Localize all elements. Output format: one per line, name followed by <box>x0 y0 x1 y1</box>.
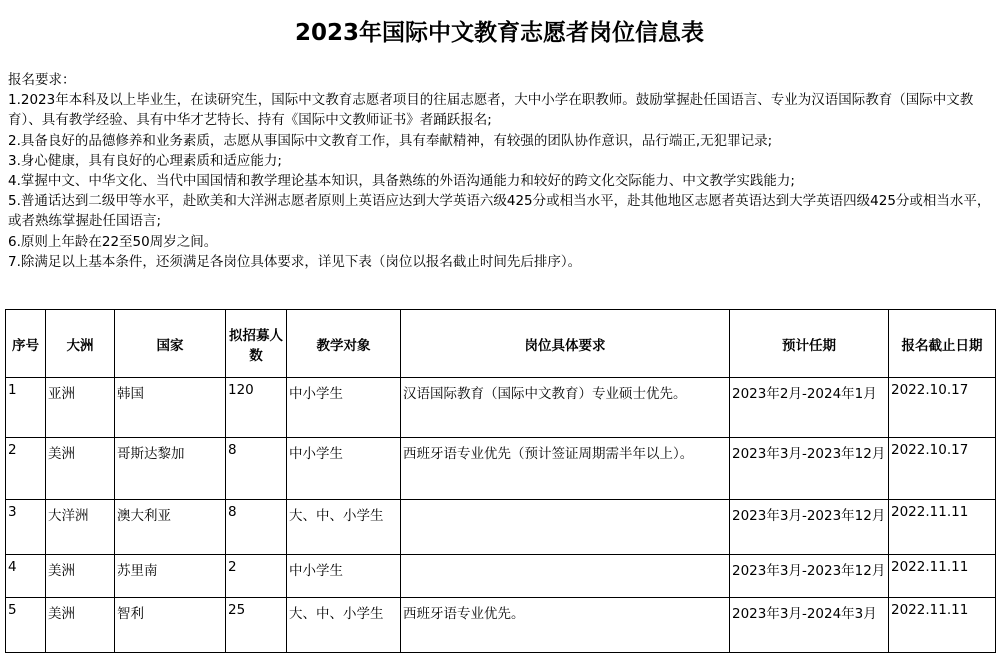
table-row <box>6 378 996 438</box>
cell-term: 2023年3月-2024年3月 <box>730 598 889 653</box>
cell-country: 苏里南 <box>115 555 226 598</box>
cell-requirement: 西班牙语专业优先（预计签证周期需半年以上）。 <box>401 438 730 500</box>
cell-deadline: 2022.11.11 <box>889 500 996 555</box>
requirement-item-4: 4.掌握中文、中华文化、当代中国国情和教学理论基本知识，具备熟练的外语沟通能力和较好的跨文化交际能力、中文教学实践能力; <box>8 173 795 190</box>
table-row <box>6 500 996 555</box>
cell-quota: 120 <box>226 378 287 438</box>
requirement-item-3: 3.身心健康，具有良好的心理素质和适应能力; <box>8 152 282 169</box>
cell-continent: 亚洲 <box>46 378 115 438</box>
header-quota: 拟招募人数 <box>226 310 287 378</box>
header-continent: 大洲 <box>46 310 115 378</box>
requirement-item-2: 2.具备良好的品德修养和业务素质，志愿从事国际中文教育工作，具有奉献精神，有较强的团队协作意识，品行端正,无犯罪记录; <box>8 132 773 149</box>
cell-target: 中小学生 <box>287 378 401 438</box>
header-term: 预计任期 <box>730 310 889 378</box>
positions-table <box>5 309 996 653</box>
cell-quota: 8 <box>226 500 287 555</box>
cell-country: 澳大利亚 <box>115 500 226 555</box>
requirement-item-1: 1.2023年本科及以上毕业生，在读研究生，国际中文教育志愿者项目的往届志愿者，大中小学在职教师。鼓励掌握赴任国语言、专业为汉语国际教育（国际中文教育）、具有教学经验、具有中华才艺特长、持有《国际中文教师证书》者踊跃报名; <box>8 92 974 129</box>
cell-no: 1 <box>6 378 46 438</box>
header-country: 国家 <box>115 310 226 378</box>
cell-target: 中小学生 <box>287 438 401 500</box>
requirement-item-7: 7.除满足以上基本条件，还须满足各岗位具体要求，详见下表（岗位以报名截止时间先后排序）。 <box>8 253 582 270</box>
table-row <box>6 598 996 653</box>
cell-deadline: 2022.10.17 <box>889 378 996 438</box>
cell-deadline: 2022.10.17 <box>889 438 996 500</box>
cell-continent: 美洲 <box>46 598 115 653</box>
cell-quota: 8 <box>226 438 287 500</box>
cell-no: 3 <box>6 500 46 555</box>
cell-term: 2023年3月-2023年12月 <box>730 438 889 500</box>
page-title: 2023年国际中文教育志愿者岗位信息表 <box>294 20 704 46</box>
requirement-item-5: 5.普通话达到二级甲等水平，赴欧美和大洋洲志愿者原则上英语应达到大学英语六级425分或相当水平，赴其他地区志愿者英语达到大学英语四级425分或相当水平，或者熟练掌握赴任国语言; <box>8 193 991 230</box>
cell-requirement: 西班牙语专业优先。 <box>401 598 730 653</box>
table-row <box>6 555 996 598</box>
cell-target: 大、中、小学生 <box>287 598 401 653</box>
cell-no: 4 <box>6 555 46 598</box>
cell-no: 5 <box>6 598 46 653</box>
cell-term: 2023年3月-2023年12月 <box>730 500 889 555</box>
cell-quota: 25 <box>226 598 287 653</box>
table-row <box>6 438 996 500</box>
cell-continent: 美洲 <box>46 438 115 500</box>
cell-requirement: 汉语国际教育（国际中文教育）专业硕士优先。 <box>401 378 730 438</box>
cell-target: 大、中、小学生 <box>287 500 401 555</box>
cell-term: 2023年3月-2023年12月 <box>730 555 889 598</box>
cell-requirement <box>401 500 730 555</box>
cell-quota: 2 <box>226 555 287 598</box>
requirement-item-6: 6.原则上年龄在22至50周岁之间。 <box>8 233 218 250</box>
cell-country: 智利 <box>115 598 226 653</box>
cell-requirement <box>401 555 730 598</box>
header-deadline: 报名截止日期 <box>889 310 996 378</box>
cell-continent: 美洲 <box>46 555 115 598</box>
requirements-block <box>8 70 992 272</box>
header-requirement: 岗位具体要求 <box>401 310 730 378</box>
cell-country: 韩国 <box>115 378 226 438</box>
header-target: 教学对象 <box>287 310 401 378</box>
table-header-row <box>6 310 996 378</box>
requirements-heading: 报名要求： <box>8 72 76 88</box>
cell-no: 2 <box>6 438 46 500</box>
cell-target: 中小学生 <box>287 555 401 598</box>
cell-deadline: 2022.11.11 <box>889 555 996 598</box>
cell-term: 2023年2月-2024年1月 <box>730 378 889 438</box>
cell-deadline: 2022.11.11 <box>889 598 996 653</box>
header-no: 序号 <box>6 310 46 378</box>
cell-country: 哥斯达黎加 <box>115 438 226 500</box>
cell-continent: 大洋洲 <box>46 500 115 555</box>
